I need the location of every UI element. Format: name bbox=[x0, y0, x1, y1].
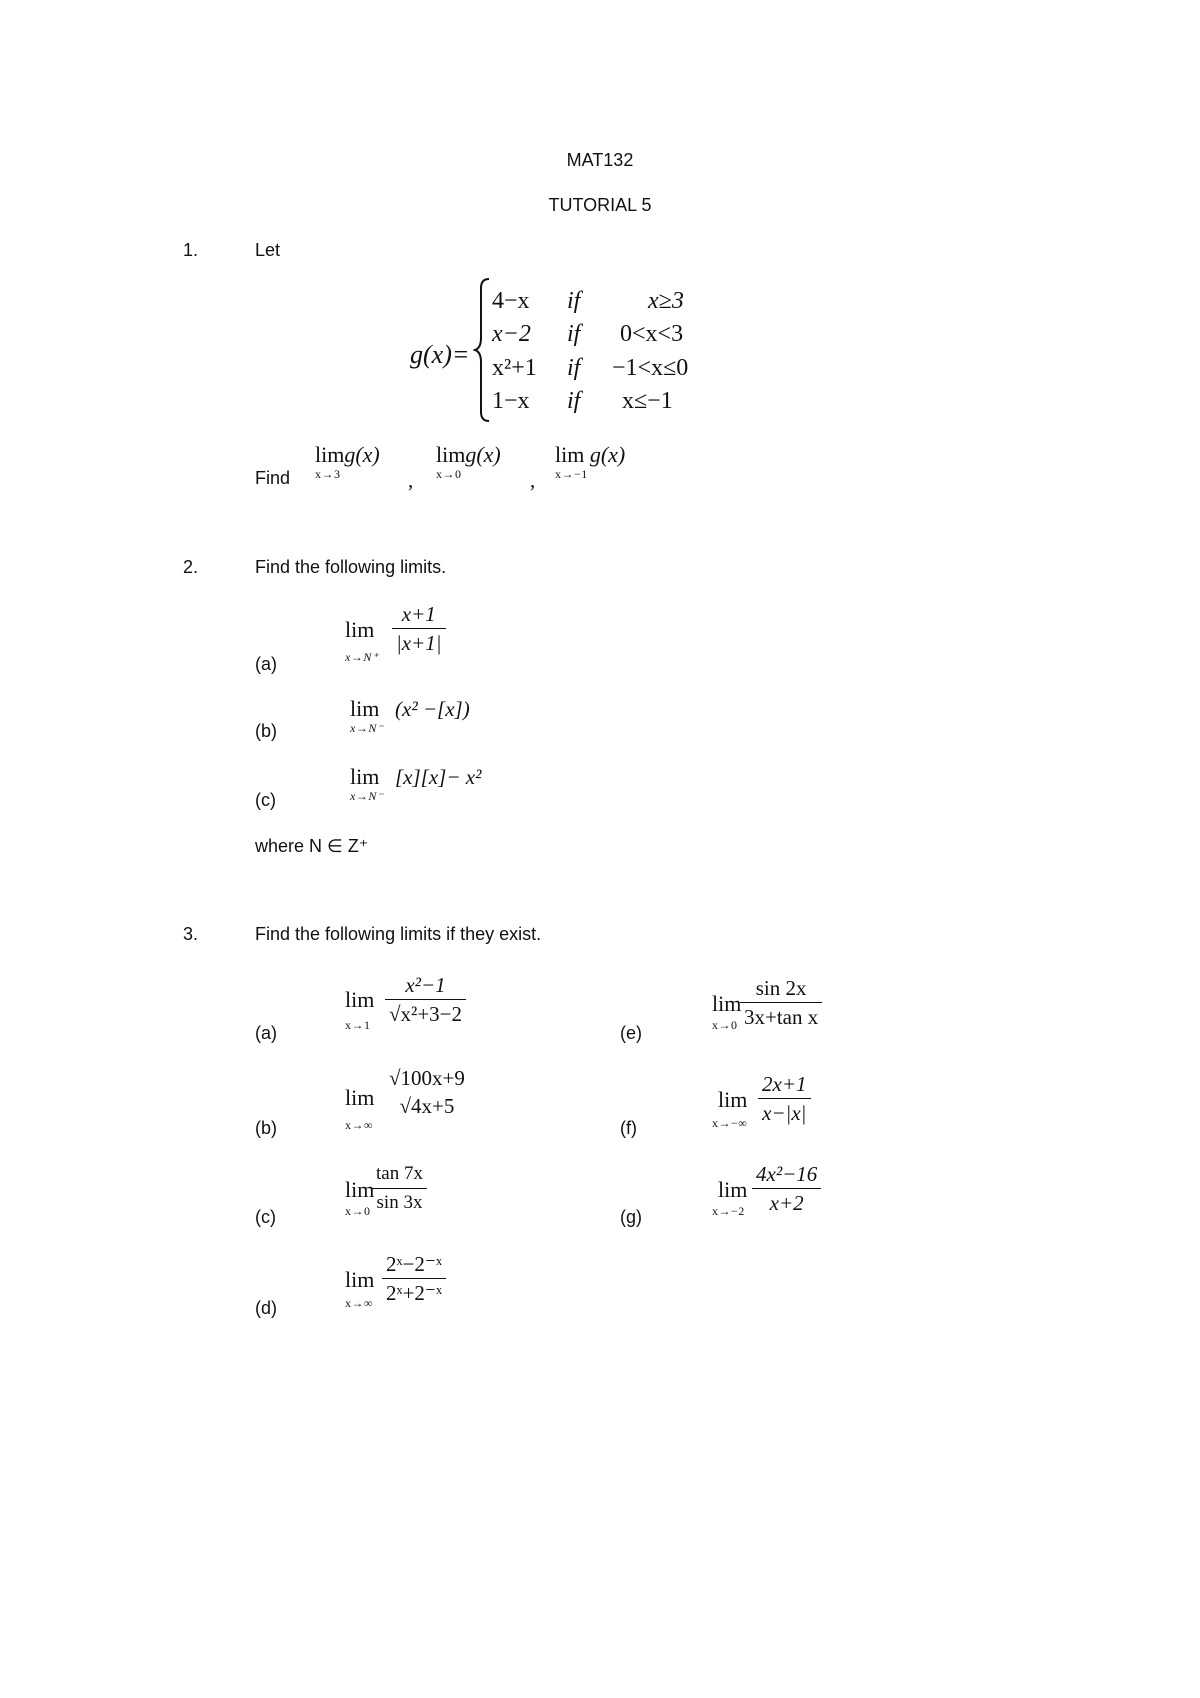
lim-expr: g(x) bbox=[344, 442, 380, 467]
q2-where-note: where N ∈ Z⁺ bbox=[255, 836, 369, 856]
lim-word: lim bbox=[718, 1177, 748, 1202]
lim-subscript: x→3 bbox=[315, 467, 341, 481]
fraction-denominator: x−|x| bbox=[758, 1098, 811, 1125]
piece-expr: 1−x bbox=[492, 388, 530, 414]
fraction-numerator: 4x²−16 bbox=[756, 1162, 818, 1186]
lim-subscript: x→−∞ bbox=[712, 1116, 748, 1130]
fraction-denominator: 2ˣ+2⁻ˣ bbox=[382, 1278, 446, 1305]
fraction-denominator: |x+1| bbox=[392, 628, 446, 655]
piece-expr: 4−x bbox=[492, 288, 530, 314]
q1-number: 1. bbox=[183, 240, 199, 260]
lim-word: lim bbox=[350, 764, 380, 789]
q3-number: 3. bbox=[183, 924, 199, 944]
q2a-fraction bbox=[392, 602, 446, 655]
fraction-numerator: tan 7x bbox=[376, 1163, 423, 1184]
q2a-label: (a) bbox=[255, 654, 277, 674]
q3b-label: (b) bbox=[255, 1118, 277, 1138]
q3c-label: (c) bbox=[255, 1207, 276, 1227]
lim-word: lim bbox=[345, 1267, 375, 1292]
q3a-limit bbox=[345, 988, 374, 1032]
lim-word: lim bbox=[555, 442, 585, 467]
lim-expr: g(x) bbox=[589, 442, 626, 467]
piece-if: if bbox=[567, 321, 581, 347]
piece-condition: x≥3 bbox=[648, 288, 684, 314]
fraction-numerator: sin 2x bbox=[755, 976, 807, 1000]
q3e-fraction bbox=[740, 976, 822, 1029]
q3g-limit bbox=[712, 1178, 747, 1218]
q3a-label: (a) bbox=[255, 1023, 277, 1043]
fraction-denominator: √4x+5 bbox=[399, 1094, 455, 1118]
lim-word: lim bbox=[350, 696, 380, 721]
q1-find-label: Find bbox=[255, 468, 291, 488]
piece-expr: x²+1 bbox=[492, 355, 537, 381]
fraction-denominator: 3x+tan x bbox=[740, 1002, 822, 1029]
lim-subscript: x→1 bbox=[345, 1018, 371, 1032]
lim-subscript: x→−1 bbox=[555, 467, 588, 481]
q3f-label: (f) bbox=[620, 1118, 637, 1138]
q3b-limit bbox=[345, 1086, 374, 1132]
q3e-limit bbox=[712, 992, 741, 1032]
lim-word: lim bbox=[345, 617, 375, 642]
q3c-limit bbox=[345, 1178, 374, 1218]
piece-if: if bbox=[567, 355, 581, 381]
lim-word: lim bbox=[436, 442, 466, 467]
q2b-expression: (x² −[x]) bbox=[395, 697, 470, 721]
lim-word: lim bbox=[718, 1087, 748, 1112]
piece-condition: 0<x<3 bbox=[620, 321, 684, 347]
lim-subscript: x→N⁻ bbox=[350, 789, 384, 803]
q2b-label: (b) bbox=[255, 721, 277, 741]
piece-condition: −1<x≤0 bbox=[612, 355, 689, 381]
tutorial-title: TUTORIAL 5 bbox=[548, 195, 652, 215]
fraction-denominator: √x²+3−2 bbox=[385, 999, 466, 1026]
fraction-numerator: 2x+1 bbox=[762, 1072, 807, 1096]
lim-word: lim bbox=[315, 442, 345, 467]
q3c-fraction bbox=[372, 1162, 427, 1215]
q3e-label: (e) bbox=[620, 1023, 642, 1043]
q3b-fraction bbox=[385, 1066, 469, 1118]
q2b-limit bbox=[350, 697, 384, 735]
q1-function-lhs: g(x)= bbox=[410, 340, 470, 369]
piece-condition: x≤−1 bbox=[622, 388, 673, 414]
q2c-expression: [x][x]− x² bbox=[395, 765, 482, 789]
course-code: MAT132 bbox=[566, 150, 634, 170]
q3f-limit bbox=[712, 1088, 747, 1130]
piece-expr: x−2 bbox=[492, 321, 531, 347]
lim-subscript: x→N⁺ bbox=[345, 650, 379, 664]
piece-if: if bbox=[567, 288, 581, 314]
q1-separator: , bbox=[530, 468, 536, 492]
lim-subscript: x→0 bbox=[712, 1018, 738, 1032]
q3g-fraction bbox=[752, 1162, 821, 1215]
lim-subscript: x→0 bbox=[436, 467, 462, 481]
q2c-limit bbox=[350, 765, 384, 803]
q3d-limit bbox=[345, 1268, 374, 1310]
lim-subscript: x→0 bbox=[345, 1204, 371, 1218]
fraction-numerator: √100x+9 bbox=[389, 1066, 465, 1090]
q3f-fraction bbox=[758, 1072, 811, 1125]
lim-word: lim bbox=[345, 1177, 375, 1202]
fraction-numerator: x²−1 bbox=[405, 973, 446, 997]
fraction-numerator: 2ˣ−2⁻ˣ bbox=[386, 1252, 443, 1276]
lim-subscript: x→∞ bbox=[345, 1118, 374, 1132]
fraction-numerator: x+1 bbox=[401, 602, 436, 626]
q1-intro: Let bbox=[255, 240, 281, 260]
q1-limit-c bbox=[555, 443, 625, 481]
lim-subscript: x→N⁻ bbox=[350, 721, 384, 735]
piece-if: if bbox=[567, 388, 581, 414]
lim-word: lim bbox=[345, 1085, 375, 1110]
q3d-fraction bbox=[382, 1252, 446, 1305]
q1-limit-a bbox=[315, 443, 380, 481]
q1-limit-b bbox=[436, 443, 501, 481]
lim-expr: g(x) bbox=[465, 442, 501, 467]
q1-separator: , bbox=[408, 468, 414, 492]
q3-title: Find the following limits if they exist. bbox=[255, 924, 542, 944]
fraction-denominator: sin 3x bbox=[372, 1188, 427, 1215]
fraction-denominator: x+2 bbox=[752, 1188, 821, 1215]
lim-word: lim bbox=[345, 987, 375, 1012]
lim-word: lim bbox=[712, 991, 742, 1016]
q3g-label: (g) bbox=[620, 1207, 642, 1227]
q2a-limit bbox=[345, 618, 379, 664]
q2c-label: (c) bbox=[255, 790, 276, 810]
q3d-label: (d) bbox=[255, 1298, 277, 1318]
q2-number: 2. bbox=[183, 557, 199, 577]
lim-subscript: x→∞ bbox=[345, 1296, 374, 1310]
lim-subscript: x→−2 bbox=[712, 1204, 745, 1218]
q3a-fraction bbox=[385, 973, 466, 1026]
q2-title: Find the following limits. bbox=[255, 557, 447, 577]
